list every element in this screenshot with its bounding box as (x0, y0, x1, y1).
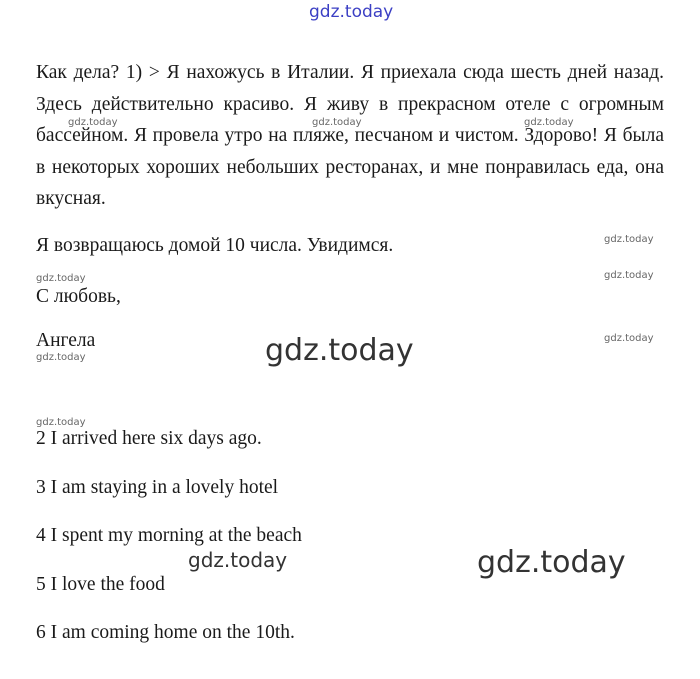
letter-paragraph: Я возвращаюсь домой 10 числа. Увидимся. (36, 235, 394, 256)
answer-item: 3 I am staying in a lovely hotel (36, 477, 279, 498)
watermark-small: gdz.today (604, 270, 654, 281)
letter-closing: С любовь, (36, 286, 121, 307)
letter-signature: Ангела (36, 330, 96, 351)
letter-paragraph: Как дела? 1) > Я нахожусь в Италии. Я приехала сюда шесть дней назад. Здесь действительно красиво. Я живу в прекрасном отеле с огромным бассейном. Я провела утро на пляже, песчаном и чистом. Здорово! Я была в некоторых хороших небольших ресторанах, и мне понравилась еда, она вкусная. (36, 62, 664, 209)
watermark-large: gdz.today (265, 333, 414, 368)
watermark-small: gdz.today (312, 117, 362, 128)
watermark-medium: gdz.today (188, 548, 288, 572)
watermark-small: gdz.today (36, 417, 86, 428)
answer-item: 2 I arrived here six days ago. (36, 428, 262, 449)
watermark-small: gdz.today (604, 234, 654, 245)
watermark-large: gdz.today (477, 545, 626, 580)
answer-item: 4 I spent my morning at the beach (36, 525, 302, 546)
watermark-small: gdz.today (604, 333, 654, 344)
answer-item: 5 I love the food (36, 574, 165, 595)
watermark-small: gdz.today (68, 117, 118, 128)
watermark-small: gdz.today (36, 273, 86, 284)
watermark-small: gdz.today (524, 117, 574, 128)
watermark-top: gdz.today (309, 2, 394, 22)
watermark-small: gdz.today (36, 352, 86, 363)
answer-item: 6 I am coming home on the 10th. (36, 622, 295, 643)
